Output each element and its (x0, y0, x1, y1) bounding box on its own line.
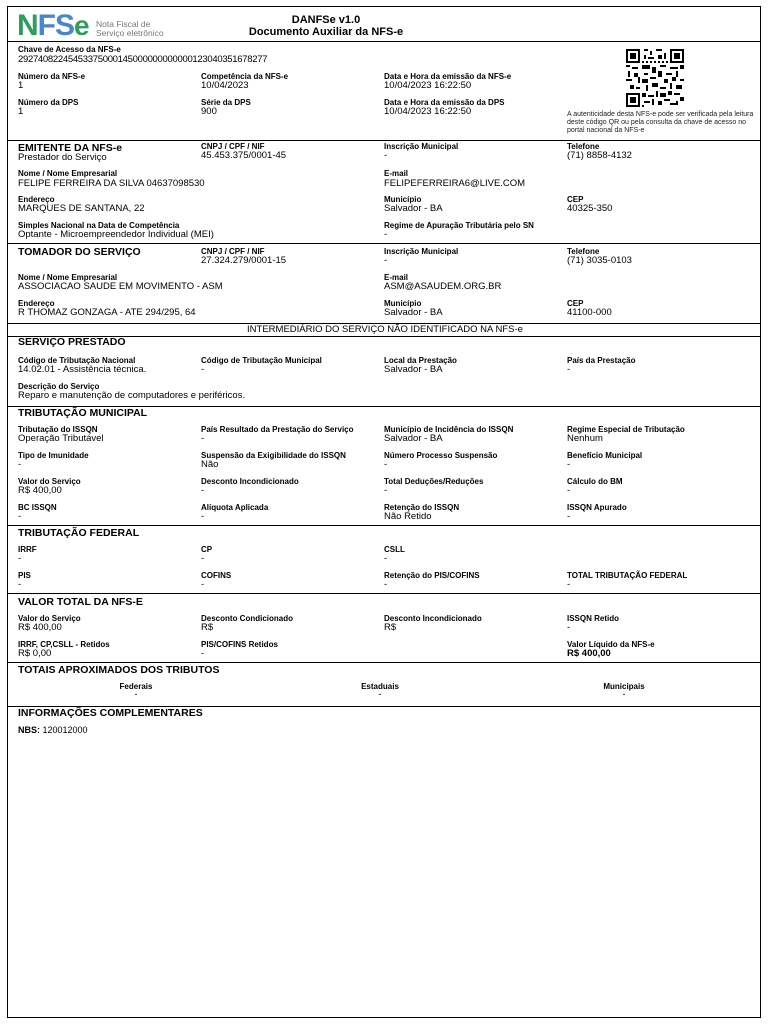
field-label: PIS/COFINS Retidos (201, 640, 278, 649)
field-value: R$ 400,00 (18, 485, 62, 496)
divider (8, 140, 760, 141)
totais-municipais-label: Municipais (603, 682, 645, 691)
title-line1: DANFSe v1.0 (291, 14, 361, 26)
servico-pais-value: - (567, 364, 571, 375)
emitente-tel-value: (71) 8858-4132 (567, 150, 632, 161)
tomador-cep-value: 41100-000 (567, 307, 612, 318)
field-value: R$ (201, 622, 214, 633)
trib-municipal-section-title: TRIBUTAÇÃO MUNICIPAL (18, 407, 148, 419)
field-value: - (567, 579, 571, 590)
totais-estaduais-label: Estaduais (361, 682, 399, 691)
field-value: - (201, 648, 205, 659)
serie-dps-value: 900 (201, 106, 217, 117)
emitente-simples-label: Simples Nacional na Data de Competência (18, 221, 180, 230)
emitente-email-label: E-mail (384, 169, 409, 178)
field-label: IRRF, CP,CSLL - Retidos (18, 640, 110, 649)
divider (8, 662, 760, 663)
field-value: - (567, 459, 571, 470)
document-title (208, 14, 444, 38)
field-value: R$ 400,00 (18, 622, 62, 633)
divider (8, 593, 760, 594)
field-label: TOTAL TRIBUTAÇÃO FEDERAL (567, 571, 688, 580)
field-value: - (384, 485, 388, 496)
field-label: PIS (18, 571, 31, 580)
field-value: - (18, 553, 22, 564)
emitente-regime-value: - (384, 229, 388, 240)
field-value: - (384, 459, 388, 470)
emitente-cnpj-value: 45.453.375/0001-45 (201, 150, 287, 161)
numero-dps-value: 1 (18, 106, 24, 117)
field-label: Alíquota Aplicada (201, 503, 269, 512)
field-label: ISSQN Retido (567, 614, 620, 623)
qr-note: A autenticidade desta NFS-e pode ser verificada pela leitura deste código QR ou pela consulta da chave de acesso no portal nacional da NFS-e (567, 111, 754, 134)
field-label: CSLL (384, 545, 405, 554)
tomador-email-label: E-mail (384, 273, 409, 282)
emitente-nome-label: Nome / Nome Empresarial (18, 169, 118, 178)
field-label: Tipo de Imunidade (18, 451, 89, 460)
emitente-tel-label: Telefone (567, 142, 600, 151)
info-section-title: INFORMAÇÕES COMPLEMENTARES (18, 707, 203, 719)
tomador-mun-label: Município (384, 299, 422, 308)
competencia-value: 10/04/2023 (201, 80, 249, 91)
qr-code-icon (626, 49, 684, 107)
numero-nfse-value: 1 (18, 80, 24, 91)
emitente-email-value: FELIPEFERREIRA6@LIVE.COM (384, 178, 526, 189)
emitente-simples-value: Optante - Microempreendedor Individual (MEI) (18, 229, 214, 240)
tomador-cep-label: CEP (567, 299, 584, 308)
tomador-nome-label: Nome / Nome Empresarial (18, 273, 118, 282)
chave-value: 29274082245453375000145000000000000123040351678277 (18, 54, 268, 65)
servico-desc-label: Descrição do Serviço (18, 382, 100, 391)
tomador-mun-value: Salvador - BA (384, 307, 443, 318)
chave-label: Chave de Acesso da NFS-e (18, 45, 121, 54)
servico-cod-mun-value: - (201, 364, 205, 375)
field-value: Operação Tributável (18, 433, 104, 444)
field-label: Valor do Serviço (18, 477, 81, 486)
field-value: - (384, 579, 388, 590)
field-value: - (201, 553, 205, 564)
info-nbs (18, 725, 88, 735)
field-label: BC ISSQN (18, 503, 57, 512)
servico-cod-nac-value: 14.02.01 - Assistência técnica. (18, 364, 147, 375)
servico-local-label: Local da Prestação (384, 356, 457, 365)
field-label: Desconto Incondicionado (384, 614, 482, 623)
emitente-nome-value: FELIPE FERREIRA DA SILVA 04637098530 (18, 178, 205, 189)
field-label: Número Processo Suspensão (384, 451, 498, 460)
field-value: - (567, 622, 571, 633)
emissao-nfse-value: 10/04/2023 16:22:50 (384, 80, 472, 91)
field-value: R$ 0,00 (18, 648, 52, 659)
field-label: Retenção do ISSQN (384, 503, 460, 512)
tomador-im-label: Inscrição Municipal (384, 247, 459, 256)
emitente-mun-value: Salvador - BA (384, 203, 443, 214)
field-value: - (18, 511, 22, 522)
field-value: Nenhum (567, 433, 603, 444)
field-label: Desconto Condicionado (201, 614, 293, 623)
tomador-im-value: - (384, 255, 388, 266)
emitente-regime-label: Regime de Apuração Tributária pelo SN (384, 221, 534, 230)
emitente-cep-value: 40325-350 (567, 203, 613, 214)
servico-cod-nac-label: Código de Tributação Nacional (18, 356, 136, 365)
logo-sub-line1: Nota Fiscal de (96, 19, 151, 29)
emitente-end-value: MARQUES DE SANTANA, 22 (18, 203, 145, 214)
field-label: Cálculo do BM (567, 477, 623, 486)
intermediario-notice: INTERMEDIÁRIO DO SERVIÇO NÃO IDENTIFICADO NA NFS-e (247, 324, 523, 335)
divider (8, 525, 760, 526)
emitente-end-label: Endereço (18, 195, 55, 204)
field-label: Suspensão da Exigibilidade do ISSQN (201, 451, 346, 460)
tomador-end-label: Endereço (18, 299, 55, 308)
field-value: Salvador - BA (384, 433, 443, 444)
tomador-tel-value: (71) 3035-0103 (567, 255, 632, 266)
tomador-cnpj-value: 27.324.279/0001-15 (201, 255, 287, 266)
emissao-nfse-label: Data e Hora da emissão da NFS-e (384, 72, 512, 81)
field-label: País Resultado da Prestação do Serviço (201, 425, 354, 434)
title-line2: Documento Auxiliar da NFS-e (248, 26, 404, 38)
emissao-dps-value: 10/04/2023 16:22:50 (384, 106, 472, 117)
emitente-section-title: EMITENTE DA NFS-e (18, 142, 123, 154)
tomador-email-value: ASM@ASAUDEM.ORG.BR (384, 281, 502, 292)
field-label: Município de Incidência do ISSQN (384, 425, 514, 434)
servico-desc-value: Reparo e manutenção de computadores e periféricos. (18, 390, 246, 401)
numero-dps-label: Número da DPS (18, 98, 79, 107)
field-value: - (201, 485, 205, 496)
totais-municipais-value: - (622, 689, 626, 700)
valor-total-section-title: VALOR TOTAL DA NFS-E (18, 596, 143, 608)
servico-cod-mun-label: Código de Tributação Municipal (201, 356, 322, 365)
emitente-mun-label: Município (384, 195, 422, 204)
field-label: Valor do Serviço (18, 614, 81, 623)
logo-sub-line2: Serviço eletrônico (96, 28, 164, 38)
tomador-tel-label: Telefone (567, 247, 600, 256)
field-value: Não Retido (384, 511, 432, 522)
field-label: Desconto Incondicionado (201, 477, 299, 486)
servico-pais-label: País da Prestação (567, 356, 636, 365)
servico-local-value: Salvador - BA (384, 364, 443, 375)
trib-federal-section-title: TRIBUTAÇÃO FEDERAL (18, 527, 140, 539)
field-value: Não (201, 459, 219, 470)
logo-subtitle (96, 20, 164, 38)
nfse-logo: NFSe (17, 9, 89, 42)
danfse-document (7, 6, 761, 1018)
servico-section-title: SERVIÇO PRESTADO (18, 336, 126, 348)
field-value: - (384, 553, 388, 564)
competencia-label: Competência da NFS-e (201, 72, 289, 81)
field-value: - (18, 579, 22, 590)
divider (8, 41, 760, 42)
field-value: R$ (384, 622, 397, 633)
serie-dps-label: Série da DPS (201, 98, 251, 107)
numero-nfse-label: Número da NFS-e (18, 72, 86, 81)
field-label: Valor Líquido da NFS-e (567, 640, 655, 649)
field-value: - (567, 511, 571, 522)
field-label: IRRF (18, 545, 37, 554)
field-value: - (18, 459, 22, 470)
totais-estaduais-value: - (378, 689, 382, 700)
field-label: Total Deduções/Reduções (384, 477, 484, 486)
totais-federais-label: Federais (119, 682, 153, 691)
info-nbs-value: 120012000 (42, 725, 88, 735)
field-label: Benefício Municipal (567, 451, 643, 460)
field-value: - (201, 511, 205, 522)
field-label: Regime Especial de Tributação (567, 425, 685, 434)
field-value: - (567, 485, 571, 496)
totais-section-title: TOTAIS APROXIMADOS DOS TRIBUTOS (18, 664, 220, 676)
field-label: Tributação do ISSQN (18, 425, 98, 434)
emitente-im-value: - (384, 150, 388, 161)
tomador-end-value: R THOMAZ GONZAGA - ATE 294/295, 64 (18, 307, 196, 318)
divider (8, 243, 760, 244)
emitente-subtitle: Prestador do Serviço (18, 152, 107, 163)
tomador-cnpj-label: CNPJ / CPF / NIF (201, 247, 265, 256)
field-label: ISSQN Apurado (567, 503, 627, 512)
emissao-dps-label: Data e Hora da emissão da DPS (384, 98, 505, 107)
emitente-cep-label: CEP (567, 195, 584, 204)
field-value: - (201, 579, 205, 590)
emitente-im-label: Inscrição Municipal (384, 142, 459, 151)
field-value: R$ 400,00 (567, 648, 611, 659)
field-value: - (201, 433, 205, 444)
field-label: Retenção do PIS/COFINS (384, 571, 480, 580)
emitente-cnpj-label: CNPJ / CPF / NIF (201, 142, 265, 151)
field-label: CP (201, 545, 213, 554)
tomador-nome-value: ASSOCIACAO SAUDE EM MOVIMENTO - ASM (18, 281, 223, 292)
totais-federais-value: - (134, 689, 138, 700)
field-label: COFINS (201, 571, 232, 580)
tomador-section-title: TOMADOR DO SERVIÇO (18, 246, 141, 258)
info-nbs-label: NBS: (18, 725, 40, 735)
